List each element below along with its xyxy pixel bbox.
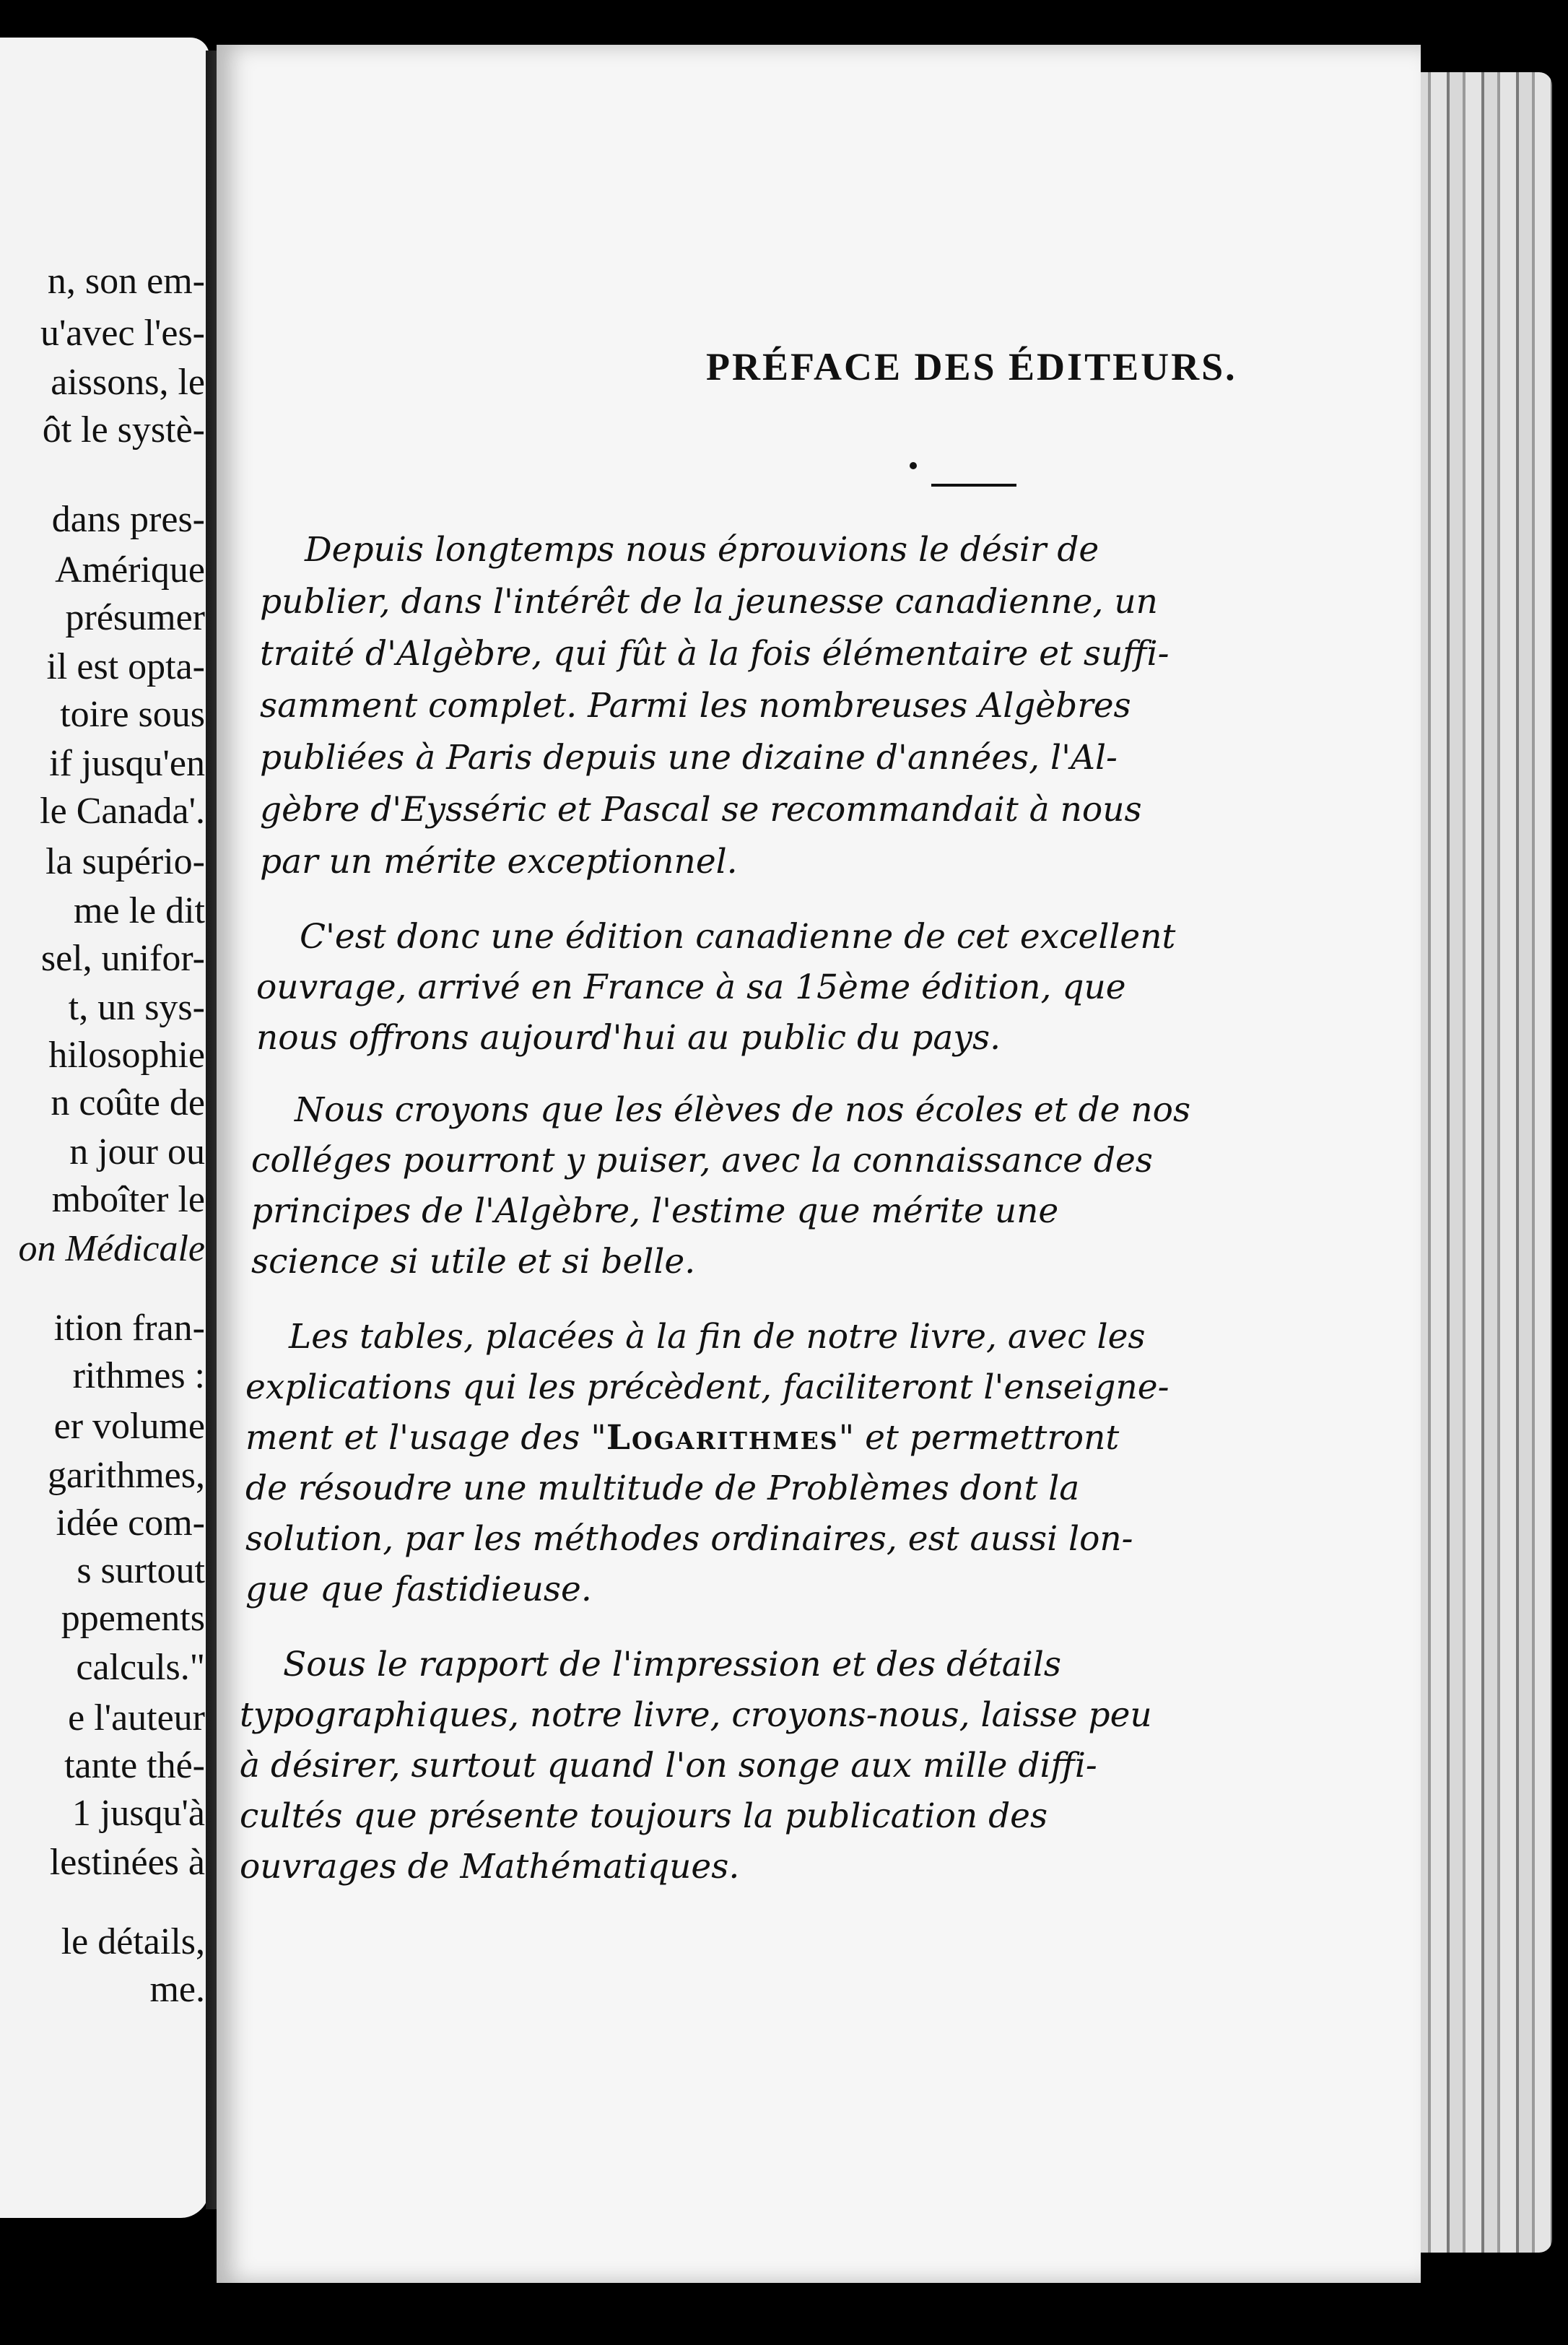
facing-page-line: me le dit	[74, 890, 205, 931]
facing-page-line: n jour ou	[69, 1131, 205, 1172]
para-1-line-2: publier, dans l'intérêt de la jeunesse canadienne, un	[260, 582, 1158, 622]
para-3-line-2: colléges pourront y puiser, avec la connaissance des	[251, 1141, 1153, 1180]
facing-page-line: dans pres-	[51, 499, 205, 540]
para-5-line-1: Sous le rapport de l'impression et des détails	[283, 1645, 1061, 1684]
para-3-line-4: science si utile et si belle.	[251, 1242, 696, 1282]
para-5-line-5: ouvrages de Mathématiques.	[240, 1847, 740, 1887]
facing-page-line: Amérique	[55, 549, 205, 591]
facing-page-line: tante thé-	[64, 1745, 205, 1786]
facing-page-line: le détails,	[61, 1921, 205, 1962]
facing-page-line: rithmes :	[72, 1355, 205, 1396]
facing-page-line: n, son em-	[47, 261, 205, 302]
facing-page-line: u'avec l'es-	[40, 313, 205, 354]
facing-page-line: mboîter le	[51, 1179, 205, 1220]
facing-page-line: on Médicale	[18, 1228, 205, 1269]
para-4-line-4: de résoudre une multitude de Problèmes dont la	[245, 1469, 1080, 1508]
facing-page-line: er volume	[53, 1406, 205, 1447]
para-4-line-3-start: ment et l'usage des "	[245, 1418, 606, 1458]
facing-page-line: me.	[149, 1969, 205, 2010]
facing-page-line: ppements	[61, 1598, 205, 1639]
facing-page-line: idée com-	[56, 1502, 205, 1544]
para-3-line-1: Nous croyons que les élèves de nos écoles et de nos	[295, 1090, 1191, 1130]
facing-page-line: il est opta-	[46, 646, 205, 687]
facing-page-line: calculs."	[76, 1647, 205, 1688]
page-title: PRÉFACE DES ÉDITEURS.	[706, 345, 1237, 388]
facing-page-line: sel, unifor-	[40, 938, 205, 979]
facing-page-line: hilosophie	[48, 1035, 205, 1076]
para-1-line-1: Depuis longtemps nous éprouvions le désir de	[305, 530, 1099, 570]
para-1-line-3: traité d'Algèbre, qui fût à la fois élémentaire et suffi-	[260, 634, 1170, 674]
para-5-line-3: à désirer, surtout quand l'on songe aux mille diffi-	[240, 1746, 1097, 1785]
facing-page-line: lestinées à	[49, 1842, 205, 1883]
facing-page-line: la supério-	[45, 841, 205, 882]
para-1-line-6: gèbre d'Eysséric et Pascal se recommandait à nous	[260, 790, 1142, 830]
facing-page-line: ôt le systè-	[42, 409, 205, 451]
facing-page-fragment	[0, 38, 209, 2218]
para-1-line-4: samment complet. Parmi les nombreuses Algèbres	[260, 686, 1131, 726]
para-2-line-3: nous offrons aujourd'hui au public du pays.	[256, 1018, 1001, 1058]
facing-page-line: le Canada'.	[40, 791, 205, 832]
facing-page-line: if jusqu'en	[49, 743, 205, 784]
facing-page-line: s surtout	[77, 1550, 205, 1591]
para-5-line-2: typographiques, notre livre, croyons-nous, laisse peu	[240, 1695, 1152, 1735]
facing-page-line: toire sous	[60, 694, 205, 735]
para-4-line-3-end: " et permettront	[838, 1418, 1120, 1458]
para-5-line-4: cultés que présente toujours la publication des	[240, 1796, 1048, 1836]
para-4-line-1: Les tables, placées à la fin de notre livre, avec les	[289, 1317, 1146, 1357]
title-dot	[910, 462, 917, 469]
para-2-line-2: ouvrage, arrivé en France à sa 15ème édition, que	[256, 967, 1126, 1007]
page-edges	[1415, 72, 1552, 2253]
logarithmes-word: Logarithmes	[606, 1418, 839, 1458]
facing-page-line: garithmes,	[47, 1455, 205, 1496]
facing-page-line: e l'auteur	[68, 1697, 205, 1739]
para-1-line-5: publiées à Paris depuis une dizaine d'années, l'Al-	[260, 738, 1118, 778]
para-4-line-5: solution, par les méthodes ordinaires, est aussi lon-	[245, 1519, 1133, 1559]
facing-page-line: présumer	[65, 597, 205, 638]
preface-page	[217, 45, 1421, 2283]
facing-page-line: ition fran-	[53, 1308, 205, 1349]
facing-page-line: 1 jusqu'à	[71, 1793, 205, 1834]
para-4-line-3	[245, 1417, 1119, 1460]
para-3-line-3: principes de l'Algèbre, l'estime que mérite une	[251, 1191, 1059, 1231]
para-1-line-7: par un mérite exceptionnel.	[260, 842, 738, 882]
para-4-line-2: explications qui les précèdent, faciliteront l'enseigne-	[245, 1367, 1170, 1407]
para-4-line-6: gue que fastidieuse.	[245, 1570, 592, 1609]
facing-page-line: t, un sys-	[68, 987, 205, 1028]
facing-page-line: n coûte de	[51, 1082, 205, 1123]
para-2-line-1: C'est donc une édition canadienne de cet excellent	[300, 917, 1176, 957]
facing-page-line: aissons, le	[51, 362, 205, 403]
title-rule	[931, 484, 1016, 487]
